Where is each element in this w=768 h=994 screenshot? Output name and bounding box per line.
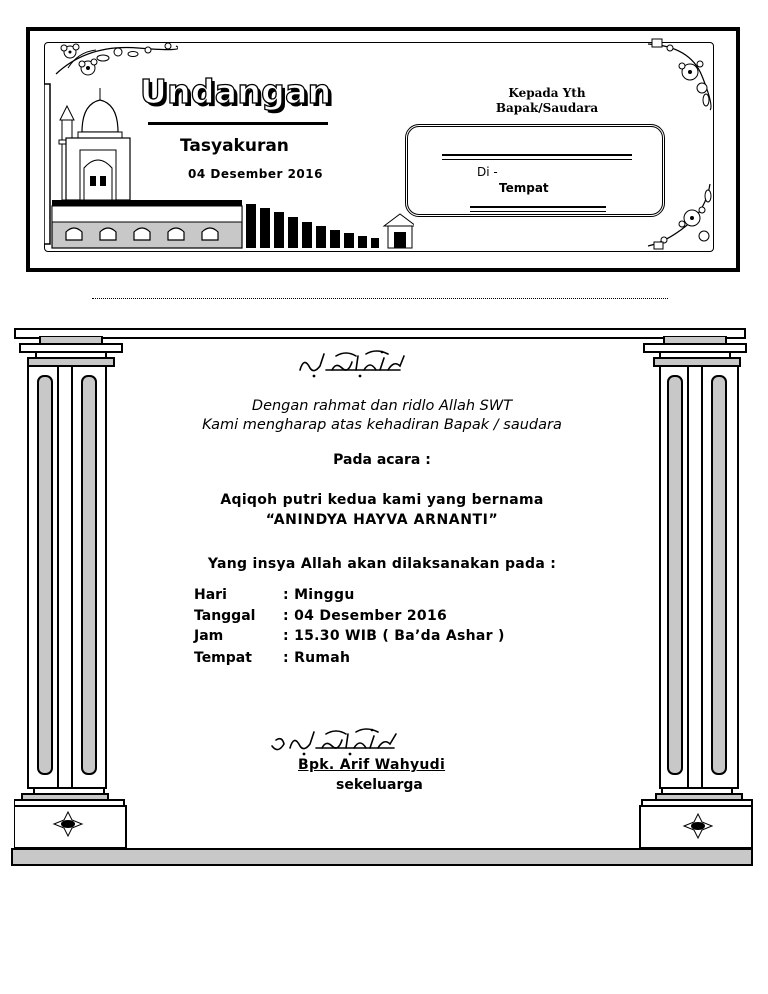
detail-label-tanggal: Tanggal xyxy=(194,608,256,624)
greeting-line1: Dengan rahmat dan ridlo Allah SWT xyxy=(251,398,513,414)
detail-label-tempat: Tempat xyxy=(194,650,252,666)
event-heading: Pada acara : xyxy=(333,452,431,468)
address-line xyxy=(470,206,606,212)
pillar-icon xyxy=(638,336,754,850)
base-bar xyxy=(11,848,753,866)
address-di: Di - xyxy=(477,165,498,179)
envelope-title: Undangan xyxy=(140,72,332,111)
detail-value-hari: : Minggu xyxy=(283,587,355,603)
envelope-date: 04 Desember 2016 xyxy=(188,167,323,181)
detail-value-tanggal: : 04 Desember 2016 xyxy=(283,608,448,624)
address-line xyxy=(442,154,632,160)
detail-label-jam: Jam xyxy=(194,628,224,644)
recipient-heading xyxy=(482,86,612,116)
greeting-line2: Kami mengharap atas kehadiran Bapak / saudara xyxy=(202,417,562,433)
recipient-line1: Kepada Yth xyxy=(508,86,586,100)
recipient-line2: Bapak/Saudara xyxy=(495,101,599,115)
detail-value-jam: : 15.30 WIB ( Ba’da Ashar ) xyxy=(283,628,505,644)
schedule-intro: Yang insya Allah akan dilaksanakan pada : xyxy=(207,556,557,572)
child-name: “ANINDYA HAYVA ARNANTI” xyxy=(265,512,499,528)
title-underline xyxy=(148,122,328,125)
envelope-subtitle: Tasyakuran xyxy=(180,136,289,156)
event-title: Aqiqoh putri kedua kami yang bernama xyxy=(220,492,544,508)
detail-label-hari: Hari xyxy=(194,587,227,603)
host-name: Bpk. Arif Wahyudi xyxy=(298,757,446,773)
host-family: sekeluarga xyxy=(336,777,423,793)
address-tempat: Tempat xyxy=(499,181,549,195)
pillar-icon xyxy=(14,336,130,850)
flower-corner-icon xyxy=(640,36,720,112)
salam-calligraphy-icon xyxy=(268,726,402,756)
address-box xyxy=(405,124,665,217)
detail-value-tempat: : Rumah xyxy=(283,650,351,666)
salam-calligraphy-icon xyxy=(296,348,410,378)
cut-line xyxy=(92,298,668,299)
